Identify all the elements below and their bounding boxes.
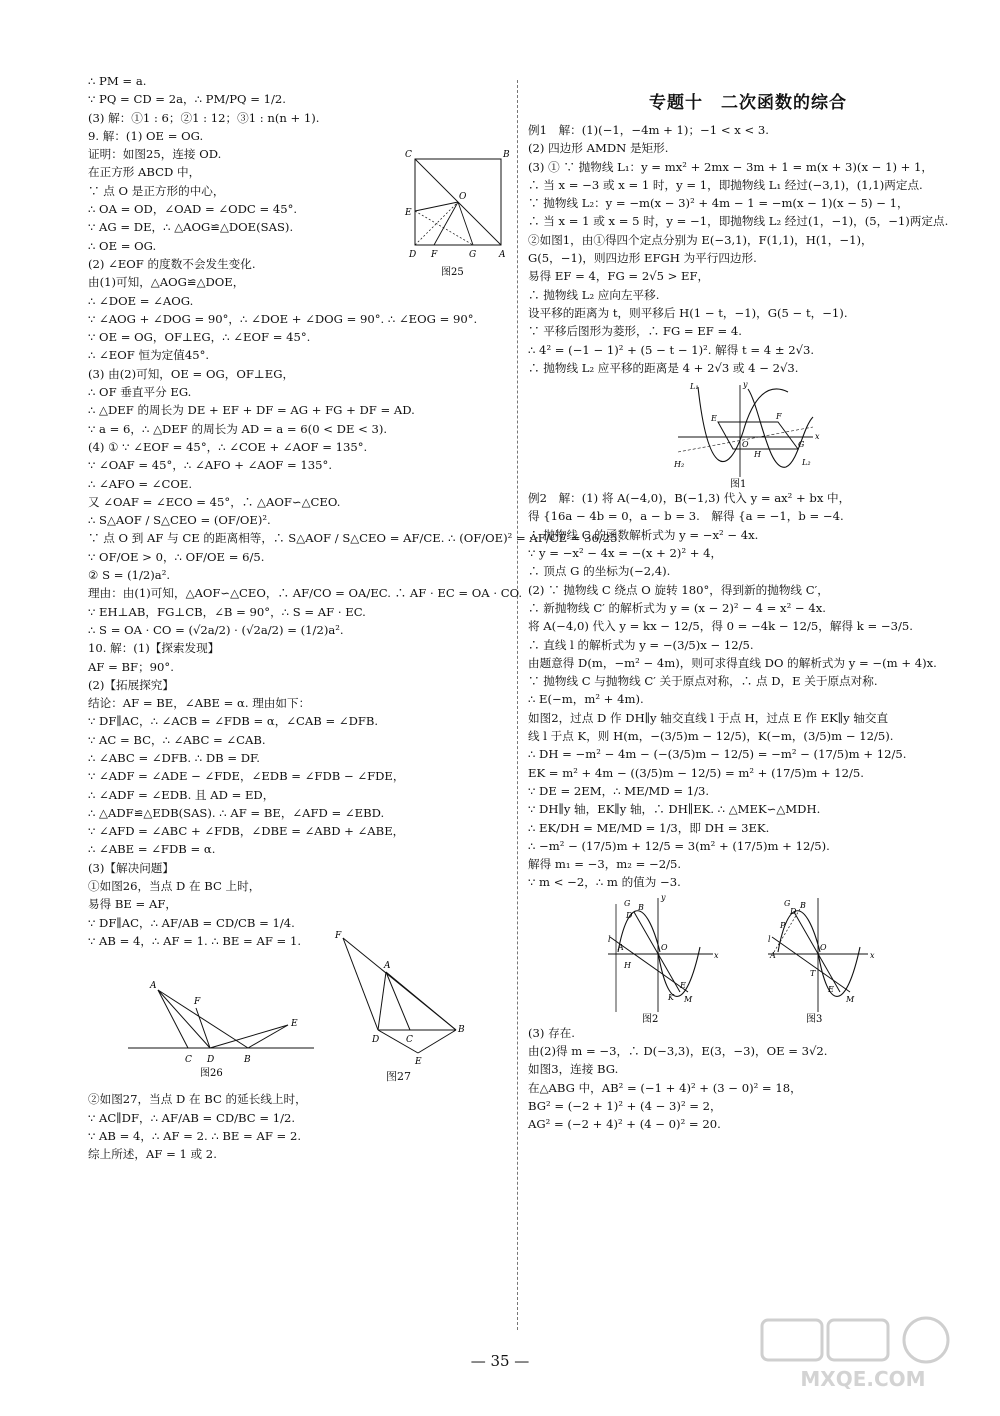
fig2-label: O — [661, 942, 668, 952]
fig26-label: E — [291, 1019, 298, 1030]
text-line: ∴ 抛物线 L₂ 应向左平移. — [528, 287, 660, 302]
fig1-label: O — [742, 440, 749, 450]
text-line: 在正方形 ABCD 中， — [88, 165, 201, 180]
fig27-label: C — [406, 1035, 413, 1046]
text-line: (2) 四边形 AMDN 是矩形. — [528, 141, 669, 156]
fig3-label: B — [800, 900, 806, 910]
figure-25-caption: 图25 — [441, 266, 464, 278]
figure-25 — [401, 147, 511, 287]
text-line: ②如图1，由①得四个定点分别为 E(−3,1)，F(1,1)，H(1，−1)， — [528, 232, 873, 247]
text-line: 设平移的距离为 t，则平移后 H(1 − t，−1)，G(5 − t，−1). — [528, 305, 848, 320]
text-line: (3) 存在. — [528, 1025, 575, 1040]
fig2-label: B — [638, 902, 644, 912]
text-line: ∵ 抛物线 L₂：y = −m(x − 3)² + 4m − 1 = −m(x − 1)(x − 5) − 1， — [528, 196, 909, 211]
fig2-label: l — [608, 934, 611, 944]
fig26-label: F — [194, 997, 201, 1008]
section-title: 专题十 二次函数的综合 — [649, 93, 847, 113]
text-line: ∵ PQ = CD = 2a，∴ PM/PQ = 1/2. — [88, 92, 286, 107]
text-line: ∵ ∠AFD = ∠ABC + ∠FDB，∠DBE = ∠ABD + ∠ABE， — [88, 824, 405, 839]
right-column — [528, 72, 968, 1133]
text-line: ∵ y = −x² − 4x = −(x + 2)² + 4， — [528, 546, 723, 561]
text-line: ∴ 顶点 G 的坐标为(−2,4). — [528, 564, 671, 579]
fig2-label: M — [684, 994, 693, 1004]
figure-2-caption: 图2 — [642, 1013, 659, 1025]
text-line: AG² = (−2 + 4)² + (4 − 0)² = 20. — [528, 1117, 721, 1132]
text-line: ∴ △ADF≌△EDB(SAS). ∴ AF = BE，∠AFD = ∠EBD. — [88, 805, 385, 820]
text-line: ∴ 当 x = −3 或 x = 1 时，y = 1，即抛物线 L₁ 经过(−3,1)，(1,1)两定点. — [528, 177, 923, 192]
text-line: 得 {16a − 4b = 0，a − b = 3. 解得 {a = −1，b = −4. — [528, 509, 844, 524]
fig26-label: C — [185, 1055, 192, 1066]
text-line: ∵ AB = 4，∴ AF = 1. ∴ BE = AF = 1. — [88, 933, 302, 948]
fig2-label: E — [680, 980, 686, 990]
fig2-label: A — [618, 942, 624, 952]
text-line: ∴ E(−m，m² + 4m). — [528, 692, 644, 707]
text-line: ∴ 当 x = 1 或 x = 5 时，y = −1，即抛物线 L₂ 经过(1，−1)，(5，−1)两定点. — [528, 214, 949, 229]
fig25-label: A — [499, 249, 506, 260]
text-line: 将 A(−4,0) 代入 y = kx − 12/5，得 0 = −4k − 12/5，解得 k = −3/5. — [528, 619, 913, 634]
fig2-label: y — [661, 892, 666, 902]
fig25-label: O — [459, 191, 467, 202]
text-line: 易得 EF = 4，FG = 2√5 > EF， — [528, 269, 710, 284]
text-line: ∴ △DEF 的周长为 DE + EF + DF = AG + FG + DF = AD. — [88, 403, 415, 418]
example-2-lines — [528, 489, 968, 892]
text-line: 理由：由(1)可知，△AOF∽△CEO，∴ AF/CO = OA/EC. ∴ AF · EC = OA · CO. — [88, 586, 523, 601]
text-line: ∴ ∠ABE = ∠FDB = α. — [88, 842, 216, 857]
example-1-lines — [528, 121, 968, 377]
text-line: ∵ AB = 4，∴ AF = 2. ∴ BE = AF = 2. — [88, 1128, 302, 1143]
text-line: 例1 解：(1)(−1，−4m + 1)；−1 < x < 3. — [528, 123, 769, 137]
text-line: 由(1)可知，△AOG≌△DOE， — [88, 275, 245, 290]
text-line: (3) 由(2)可知，OE = OG，OF⊥EG， — [88, 366, 295, 381]
text-line: ∵ DF∥AC，∴ AF/AB = CD/CB = 1/4. — [88, 915, 295, 930]
text-line: ∴ ∠ABC = ∠DFB. ∴ DB = DF. — [88, 750, 260, 765]
fig1-label: L₁ — [690, 382, 699, 392]
fig25-label: G — [469, 249, 477, 260]
text-line: ∴ OA = OD，∠OAD = ∠ODC = 45°. — [88, 202, 298, 217]
text-line: AF = BF；90°. — [88, 659, 174, 674]
text-line: 证明：如图25，连接 OD. — [88, 147, 222, 162]
fig3-label: x — [870, 950, 875, 960]
fig3-label: E — [828, 984, 834, 994]
fig2-label: x — [714, 950, 719, 960]
text-line: ∵ AG = DE，∴ △AOG≌△DOE(SAS). — [88, 220, 294, 235]
text-line: ② S = (1/2)a². — [88, 568, 171, 583]
text-line: ∴ 直线 l 的解析式为 y = −(3/5)x − 12/5. — [528, 637, 754, 652]
text-line: ②如图27，当点 D 在 BC 的延长线上时， — [88, 1092, 307, 1107]
text-line: ∵ 点 O 到 AF 与 CE 的距离相等，∴ S△AOF / S△CEO = AF/CE. ∴ (OF/OE)² = AF/CE = 36/25. — [88, 531, 622, 546]
fig3-label: l — [768, 934, 771, 944]
figure-3-caption: 图3 — [806, 1013, 823, 1025]
figure-26-caption: 图26 — [200, 1068, 223, 1080]
text-line: ∴ 新抛物线 C′ 的解析式为 y = (x − 2)² − 4 = x² − 4x. — [528, 600, 826, 615]
text-line: ∴ S = OA · CO = (√2a/2) · (√2a/2) = (1/2)a². — [88, 622, 344, 637]
fig26-label: D — [207, 1055, 215, 1066]
fig1-label: H — [754, 450, 761, 460]
text-line: (2)【拓展探究】 — [88, 677, 174, 692]
figure-1-drawing — [528, 377, 968, 489]
fig2-label: H — [624, 960, 631, 970]
text-line: ∴ OF 垂直平分 EG. — [88, 385, 192, 400]
text-line: ∵ OE = OG，OF⊥EG，∴ ∠EOF = 45°. — [88, 330, 311, 345]
q10-lines — [88, 639, 508, 950]
fig2-label: K — [668, 992, 674, 1002]
text-line: ∴ 抛物线 C 的函数解析式为 y = −x² − 4x. — [528, 527, 759, 542]
text-line: ∵ EH⊥AB，FG⊥CB，∠B = 90°，∴ S = AF · EC. — [88, 604, 366, 619]
text-line: ∴ OE = OG. — [88, 238, 157, 253]
text-line: ∴ ∠EOF 恒为定值45°. — [88, 348, 210, 363]
fig1-label: y — [743, 380, 748, 390]
text-line: ∵ DE = 2EM，∴ ME/MD = 1/3. — [528, 783, 710, 798]
figure-27-drawing — [88, 920, 508, 1068]
text-line: ∴ 4² = (−1 − 1)² + (5 − t − 1)². 解得 t = 4 ± 2√3. — [528, 342, 815, 357]
text-line: ∴ ∠AFO = ∠COE. — [88, 476, 193, 491]
watermark-logo — [758, 1314, 968, 1394]
text-line: 结论：AF = BE，∠ABE = α. 理由如下： — [88, 696, 311, 711]
figures-2-3 — [528, 892, 968, 1024]
text-line: ∴ −m² − (17/5)m + 12/5 = 3(m² + (17/5)m + 12/5). — [528, 838, 830, 853]
figure-25-drawing — [401, 147, 511, 287]
fig1-label: G — [798, 440, 805, 450]
text-line: 解得 m₁ = −3，m₂ = −2/5. — [528, 857, 682, 872]
text-line: ∴ ∠ADF = ∠EDB. 且 AD = ED， — [88, 787, 275, 802]
fig3-label: G — [784, 898, 791, 908]
text-line: ∵ DF∥AC，∴ ∠ACB = ∠FDB = α，∠CAB = ∠DFB. — [88, 714, 379, 729]
text-line: (3) 解：①1 : 6；②1 : 12；③1 : n(n + 1). — [88, 110, 320, 125]
text-line: ∵ AC = BC，∴ ∠ABC = ∠CAB. — [88, 732, 266, 747]
text-line: ∵ DH∥y 轴，EK∥y 轴，∴ DH∥EK. ∴ △MEK∽△MDH. — [528, 802, 821, 817]
text-line: 由(2)得 m = −3，∴ D(−3,3)，E(3，−3)，OE = 3√2. — [528, 1043, 828, 1058]
text-line: ∴ DH = −m² − 4m − (−(3/5)m − 12/5) = −m² − (17/5)m + 12/5. — [528, 747, 907, 762]
figure-2-drawing — [528, 892, 968, 1024]
fig1-label: E — [711, 414, 717, 424]
fig27-label: A — [384, 961, 391, 972]
text-line: ∵ ∠ADF = ∠ADE − ∠FDE，∠EDB = ∠FDB − ∠FDE， — [88, 769, 405, 784]
text-line: (2) ∵ 抛物线 C 绕点 O 旋转 180°，得到新的抛物线 C′， — [528, 582, 829, 597]
fig1-label: H₂ — [674, 460, 685, 470]
figure-1-caption: 图1 — [730, 479, 747, 491]
page-number: — 35 — — [470, 1352, 530, 1370]
text-line: ∴ EK/DH = ME/MD = 1/3，即 DH = 3EK. — [528, 820, 770, 835]
fig25-label: D — [409, 249, 417, 260]
column-divider — [517, 80, 518, 1330]
q10-part3-2 — [88, 1090, 508, 1163]
fig3-label: P — [780, 920, 786, 930]
text-line: (3) ① ∵ 抛物线 L₁：y = mx² + 2mx − 3m + 1 = m(x + 3)(x − 1) + 1， — [528, 159, 934, 174]
fig1-label: L₂ — [802, 458, 811, 468]
text-line: (2) ∠EOF 的度数不会发生变化. — [88, 256, 256, 271]
fig26-label: B — [244, 1055, 251, 1066]
text-line: ∵ ∠OAF = 45°，∴ ∠AFO + ∠AOF = 135°. — [88, 458, 333, 473]
fig25-label: F — [431, 249, 438, 260]
fig27-label: F — [335, 931, 342, 942]
fig3-label: M — [846, 994, 855, 1004]
text-line: ①如图26，当点 D 在 BC 上时， — [88, 879, 261, 894]
q8-tail-block — [88, 72, 508, 127]
text-line: ∴ 抛物线 L₂ 应平移的距离是 4 + 2√3 或 4 − 2√3. — [528, 360, 799, 375]
text-line: (4) ① ∵ ∠EOF = 45°，∴ ∠COE + ∠AOF = 135°. — [88, 439, 368, 454]
text-line: ∵ 点 O 是正方形的中心， — [88, 183, 225, 198]
text-line: ∵ m < −2，∴ m 的值为 −3. — [528, 875, 681, 890]
text-line: 例2 解：(1) 将 A(−4,0)，B(−1,3) 代入 y = ax² + bx 中， — [528, 491, 851, 506]
text-line: 如图3，连接 BG. — [528, 1062, 619, 1077]
fig3-label: T — [810, 968, 816, 978]
text-line: BG² = (−2 + 1)² + (4 − 3)² = 2， — [528, 1098, 722, 1113]
text-line: 在△ABG 中，AB² = (−1 + 4)² + (3 − 0)² = 18， — [528, 1080, 802, 1095]
text-line: 综上所述，AF = 1 或 2. — [88, 1147, 217, 1162]
text-line: G(5，−1)，则四边形 EFGH 为平行四边形. — [528, 251, 757, 266]
fig3-label: D — [790, 906, 797, 916]
fig3-label: O — [820, 942, 827, 952]
fig27-label: B — [458, 1025, 465, 1036]
fig1-label: F — [776, 412, 782, 422]
text-line: 由题意得 D(m，−m² − 4m)，则可求得直线 DO 的解析式为 y = −(m + 4)x. — [528, 655, 937, 670]
text-line: ∵ 抛物线 C 与抛物线 C′ 关于原点对称，∴ 点 D，E 关于原点对称. — [528, 674, 878, 689]
fig27-label: E — [415, 1057, 422, 1068]
text-line: ∵ a = 6，∴ △DEF 的周长为 AD = a = 6(0 < DE < 3). — [88, 421, 388, 436]
text-line: ∵ ∠AOG + ∠DOG = 90°，∴ ∠DOE + ∠DOG = 90°. ∴ ∠EOG = 90°. — [88, 311, 478, 326]
fig25-label: B — [503, 149, 510, 160]
text-line: ∴ PM = a. — [88, 74, 147, 88]
example-2-part3-lines — [528, 1024, 968, 1134]
text-line: (3)【解决问题】 — [88, 860, 174, 875]
text-line: 10. 解：(1)【探索发现】 — [88, 641, 220, 656]
fig25-label: C — [405, 149, 412, 160]
watermark-drawing — [758, 1314, 968, 1394]
text-line: 又 ∠OAF = ∠ECO = 45°，∴ △AOF∽△CEO. — [88, 494, 341, 509]
fig3-label: A — [770, 950, 776, 960]
fig2-label: G — [624, 898, 631, 908]
watermark-url: MXQE.COM — [800, 1367, 926, 1391]
fig25-label: E — [405, 207, 412, 218]
text-line: ∵ OF/OE > 0，∴ OF/OE = 6/5. — [88, 549, 265, 564]
text-line: ∵ 平移后图形为菱形，∴ FG = EF = 4. — [528, 324, 742, 339]
text-line: ∵ AC∥DF，∴ AF/AB = CD/BC = 1/2. — [88, 1110, 296, 1125]
fig26-label: A — [150, 981, 157, 992]
fig27-label: D — [372, 1035, 380, 1046]
fig1-label: x — [815, 432, 820, 442]
text-line: 如图2，过点 D 作 DH∥y 轴交直线 l 于点 H，过点 E 作 EK∥y 轴交直 — [528, 710, 889, 725]
text-line: 9. 解：(1) OE = OG. — [88, 128, 204, 143]
fig2-label: D — [626, 910, 633, 920]
text-line: 线 l 于点 K，则 H(m，−(3/5)m − 12/5)，K(−m，(3/5)m − 12/5). — [528, 729, 894, 744]
figure-27-caption: 图27 — [386, 1070, 411, 1084]
text-line: EK = m² + 4m − ((3/5)m − 12/5) = m² + (17/5)m + 12/5. — [528, 765, 864, 780]
figure-1 — [528, 377, 968, 489]
text-line: 易得 BE = AF， — [88, 897, 177, 912]
text-line: ∴ ∠DOE = ∠AOG. — [88, 293, 194, 308]
text-line: ∴ S△AOF / S△CEO = (OF/OE)². — [88, 513, 271, 528]
